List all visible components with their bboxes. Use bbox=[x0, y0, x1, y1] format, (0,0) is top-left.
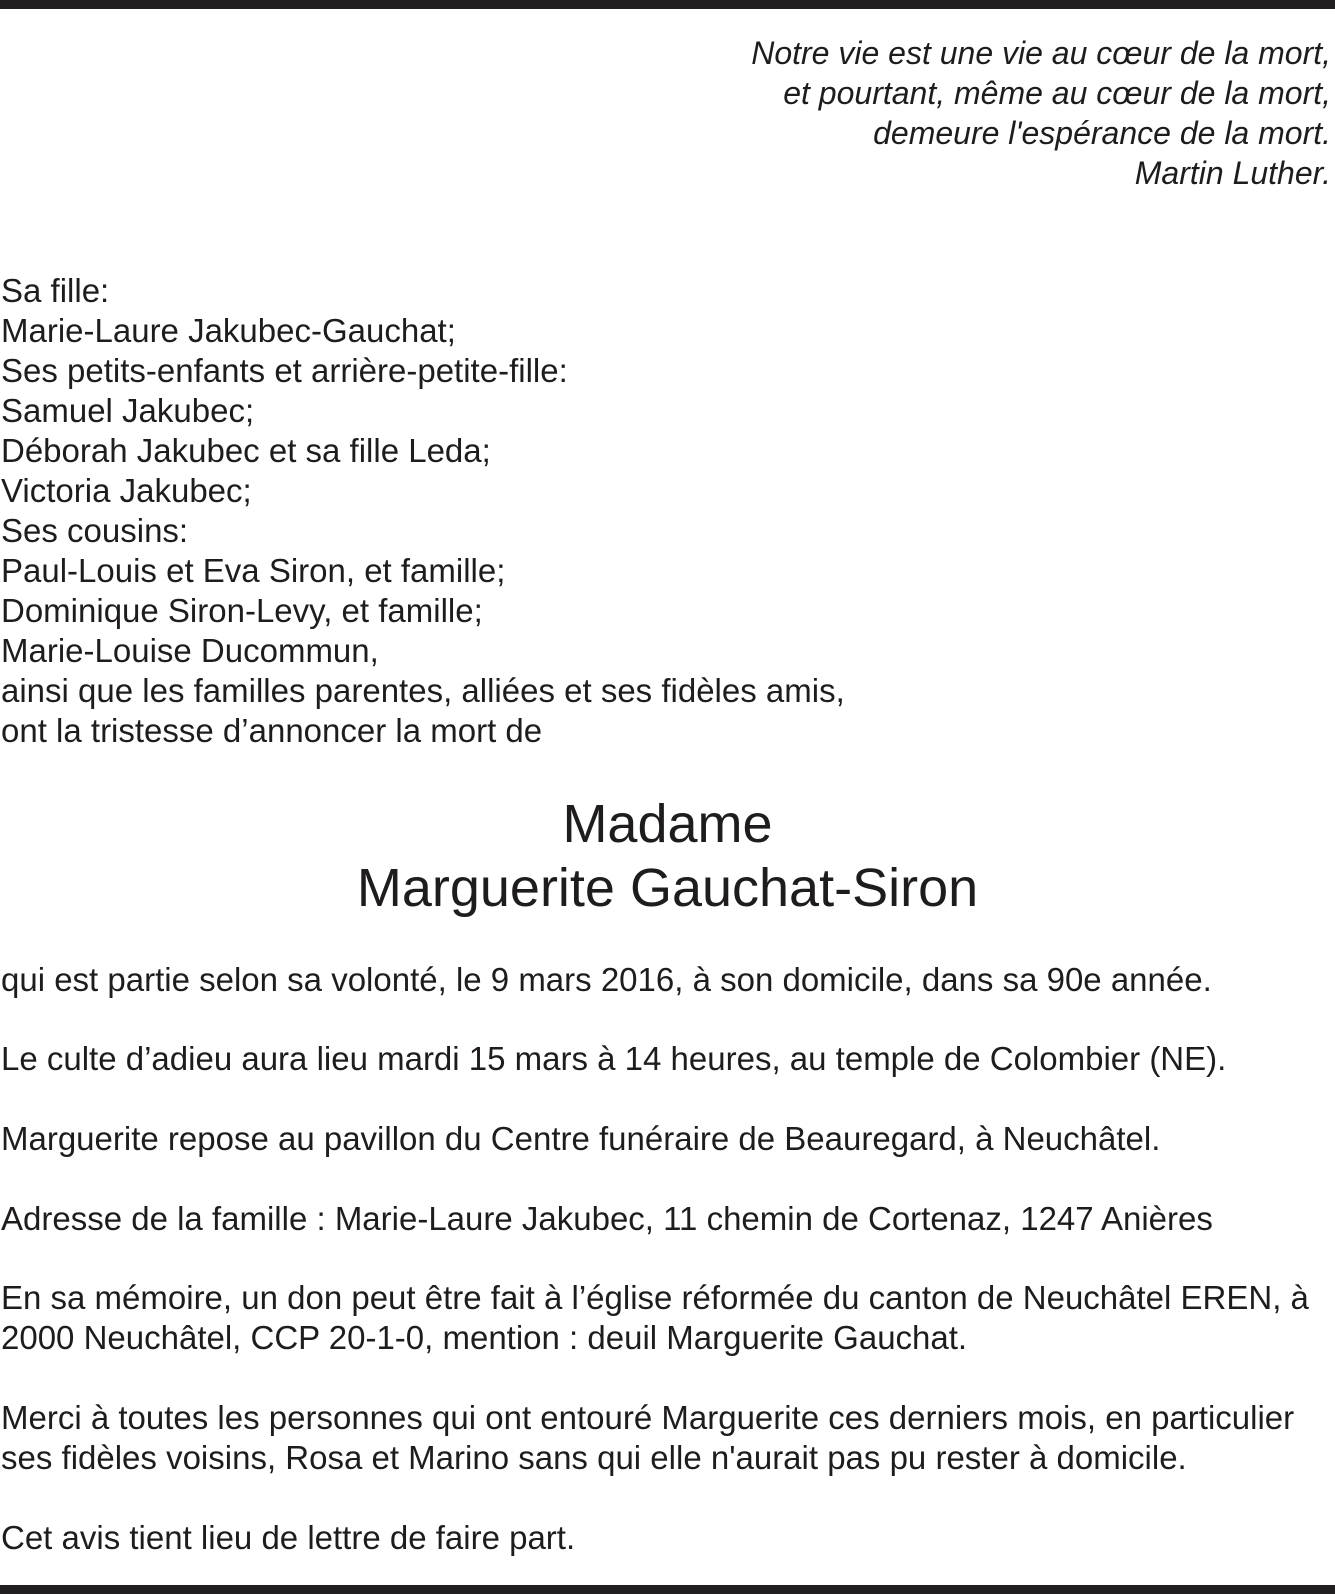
closing-paragraph bbox=[1, 1518, 1331, 1558]
epigraph-line: Notre vie est une vie au cœur de la mort, bbox=[751, 35, 1331, 71]
bottom-rule bbox=[0, 1585, 1335, 1594]
family-line: Samuel Jakubec; bbox=[1, 392, 255, 429]
rest-paragraph bbox=[1, 1119, 1331, 1159]
closing-line: Cet avis tient lieu de lettre de faire part. bbox=[1, 1519, 576, 1556]
family-line: Ses cousins: bbox=[1, 512, 189, 549]
family-line: Victoria Jakubec; bbox=[1, 472, 252, 509]
deceased-name: Marguerite Gauchat-Siron bbox=[356, 858, 979, 918]
epigraph-line: et pourtant, même au cœur de la mort, bbox=[783, 75, 1331, 111]
address-line: Adresse de la famille : Marie-Laure Jakubec, 11 chemin de Cortenaz, 1247 Anières bbox=[1, 1200, 1213, 1237]
family-line: Ses petits-enfants et arrière-petite-fille: bbox=[1, 352, 568, 389]
ceremony-line: Le culte d’adieu aura lieu mardi 15 mars à 14 heures, au temple de Colombier (NE). bbox=[1, 1040, 1227, 1077]
epigraph-quote bbox=[431, 33, 1331, 193]
death-line: qui est partie selon sa volonté, le 9 mars 2016, à son domicile, dans sa 90e année. bbox=[1, 961, 1212, 998]
thanks-paragraph bbox=[1, 1398, 1331, 1478]
family-line: ont la tristesse d’annoncer la mort de bbox=[1, 712, 543, 749]
donation-line: 2000 Neuchâtel, CCP 20-1-0, mention : deuil Marguerite Gauchat. bbox=[1, 1319, 968, 1356]
family-line: Marie-Louise Ducommun, bbox=[1, 632, 379, 669]
thanks-line: ses fidèles voisins, Rosa et Marino sans qui elle n'aurait pas pu rester à domicile. bbox=[1, 1439, 1187, 1476]
family-line: ainsi que les familles parentes, alliées et ses fidèles amis, bbox=[1, 672, 845, 709]
family-line: Déborah Jakubec et sa fille Leda; bbox=[1, 432, 491, 469]
family-line: Dominique Siron-Levy, et famille; bbox=[1, 592, 483, 629]
family-line: Marie-Laure Jakubec-Gauchat; bbox=[1, 312, 456, 349]
deceased-heading bbox=[0, 792, 1335, 920]
deceased-title: Madame bbox=[562, 794, 773, 854]
top-rule bbox=[0, 0, 1335, 9]
death-paragraph bbox=[1, 960, 1331, 1000]
ceremony-paragraph bbox=[1, 1039, 1331, 1079]
donation-line: En sa mémoire, un don peut être fait à l’église réformée du canton de Neuchâtel EREN, à bbox=[1, 1279, 1309, 1316]
thanks-line: Merci à toutes les personnes qui ont entouré Marguerite ces derniers mois, en particulier bbox=[1, 1399, 1295, 1436]
epigraph-author: Martin Luther. bbox=[1134, 155, 1331, 191]
address-paragraph bbox=[1, 1199, 1331, 1239]
family-announcement bbox=[1, 271, 1321, 751]
donation-paragraph bbox=[1, 1278, 1331, 1358]
rest-line: Marguerite repose au pavillon du Centre funéraire de Beauregard, à Neuchâtel. bbox=[1, 1120, 1161, 1157]
epigraph-line: demeure l'espérance de la mort. bbox=[873, 115, 1331, 151]
family-line: Sa fille: bbox=[1, 272, 110, 309]
family-line: Paul-Louis et Eva Siron, et famille; bbox=[1, 552, 506, 589]
